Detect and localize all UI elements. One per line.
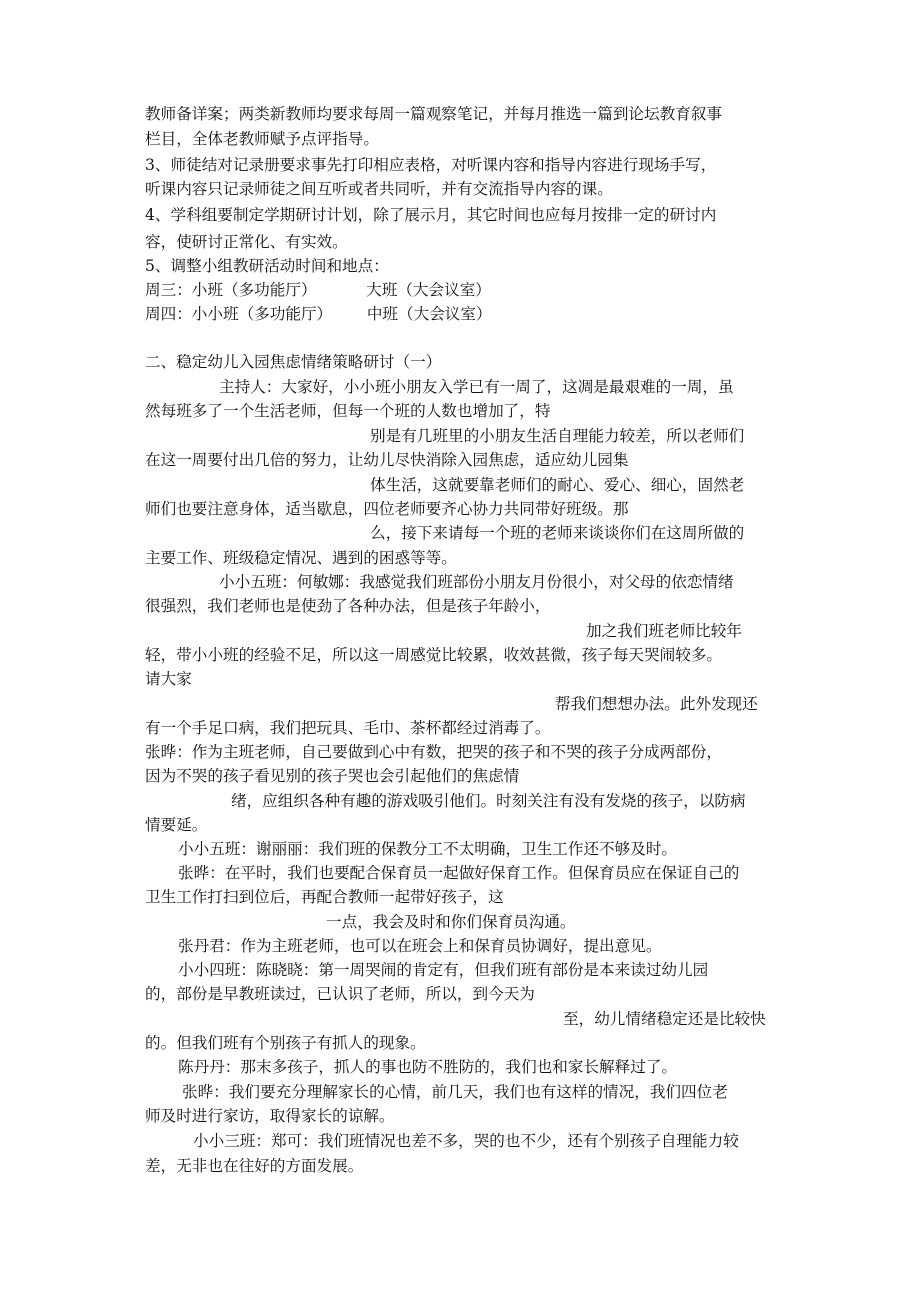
text-line: 的。但我们班有个别孩子有抓人的现象。	[145, 1034, 426, 1052]
text-line: 周四：小小班（多功能厅） 中班（大会议室）	[145, 305, 492, 323]
text-line: 小小四班：陈晓晓：第一周哭闹的肯定有，但我们班有部份是本来读过幼儿园	[178, 961, 709, 979]
text-line: 绪，应组织各种有趣的游戏吸引他们。时刻关注有没有发烧的孩子，以防病	[231, 792, 746, 810]
text-line: 听课内容只记录师徒之间互听或者共同听，并有交流指导内容的课。	[145, 180, 613, 198]
text-line: 栏目，全体老教师赋予点评指导。	[145, 130, 379, 148]
text-line: 一点，我会及时和你们保育员沟通。	[326, 913, 576, 931]
text-line: 张晔：在平时，我们也要配合保育员一起做好保育工作。但保育员应在保证自己的	[178, 864, 740, 882]
text-line: 很强烈，我们老师也是使劲了各种办法，但是孩子年龄小，	[145, 597, 551, 615]
text-line: 体生活，这就要靠老师们的耐心、爱心、细心，固然老	[370, 476, 745, 494]
text-line: 别是有几班里的小朋友生活自理能力较差，所以老师们	[370, 427, 745, 445]
text-line: 周三：小班（多功能厅） 大班（大会议室）	[145, 281, 491, 299]
text-line: 陈丹丹：那末多孩子，抓人的事也防不胜防的，我们也和家长解释过了。	[178, 1058, 678, 1076]
text-line: 轻，带小小班的经验不足，所以这一周感觉比较累，收效甚微，孩子每天哭闹较多。	[145, 646, 722, 664]
text-line: 张丹君：作为主班老师，也可以在班会上和保育员协调好，提出意见。	[178, 937, 662, 955]
text-line: 卫生工作打扫到位后，再配合教师一起带好孩子，这	[145, 888, 504, 906]
text-line: 师及时进行家访，取得家长的谅解。	[145, 1107, 395, 1125]
text-line: 师们也要注意身体，适当歇息，四位老师要齐心协力共同带好班级。那	[145, 500, 629, 518]
text-line: 主持人：大家好，小小班小朋友入学已有一周了，这凋是最艰难的一周，虽	[219, 378, 734, 396]
text-line: 3、师徒结对记录册要求事先打印相应表格，对听课内容和指导内容进行现场手写，	[145, 156, 717, 174]
text-line: 请大家	[145, 670, 192, 688]
text-line: 至，幼儿情绪稳定还是比较快	[563, 1010, 766, 1028]
text-line: 主要工作、班级稳定情况、遇到的困惑等等。	[145, 549, 457, 567]
text-line: 小小五班：何敏娜：我感觉我们班部份小朋友月份很小，对父母的依恋情绪	[219, 573, 734, 591]
text-line: 然每班多了一个生活老师，但每一个班的人数也增加了，特	[145, 402, 551, 420]
text-line: 差，无非也在往好的方面发展。	[145, 1157, 364, 1175]
text-line: 帮我们想想办法。此外发现还	[555, 695, 758, 713]
text-line: 4、学科组要制定学期研讨计划，除了展示月，其它时间也应每月按排一定的研讨内	[145, 206, 717, 224]
text-line: 容，使研讨正常化、有实效。	[145, 233, 348, 251]
text-line: 因为不哭的孩子看见别的孩子哭也会引起他们的焦虑情	[145, 767, 520, 785]
text-line: 教师备详案；两类新教师均要求每周一篇观察笔记，并每月推选一篇到论坛教育叙事	[145, 105, 722, 123]
text-line: 有一个手足口病，我们把玩具、毛巾、茶杯都经过消毒了。	[145, 719, 551, 737]
text-line: 的，部份是早教班读过，已认识了老师，所以，到今天为	[145, 985, 535, 1003]
text-line: 么，接下来请每一个班的老师来谈谈你们在这周所做的	[370, 524, 745, 542]
text-line: 小小五班：谢丽丽：我们班的保教分工不太明确，卫生工作还不够及时。	[178, 840, 678, 858]
text-line: 情要延。	[145, 816, 208, 834]
text-line: 张晔：作为主班老师，自己要做到心中有数，把哭的孩子和不哭的孩子分成两部份，	[145, 743, 722, 761]
text-line: 小小三班：郑可：我们班情况也差不多，哭的也不少，还有个别孩子自理能力较	[193, 1132, 739, 1150]
text-line: 在这一周要付出几倍的努力，让幼儿尽快消除入园焦虑，适应幼儿园集	[145, 451, 629, 469]
text-line: 张晔：我们要充分理解家长的心情，前几天，我们也有这样的情况，我们四位老	[182, 1083, 728, 1101]
section-heading: 二、稳定幼儿入园焦虑情绪策略研讨（一）	[145, 353, 442, 371]
text-line: 加之我们班老师比较年	[586, 622, 742, 640]
text-line: 5、调整小组教研活动时间和地点：	[145, 257, 389, 275]
